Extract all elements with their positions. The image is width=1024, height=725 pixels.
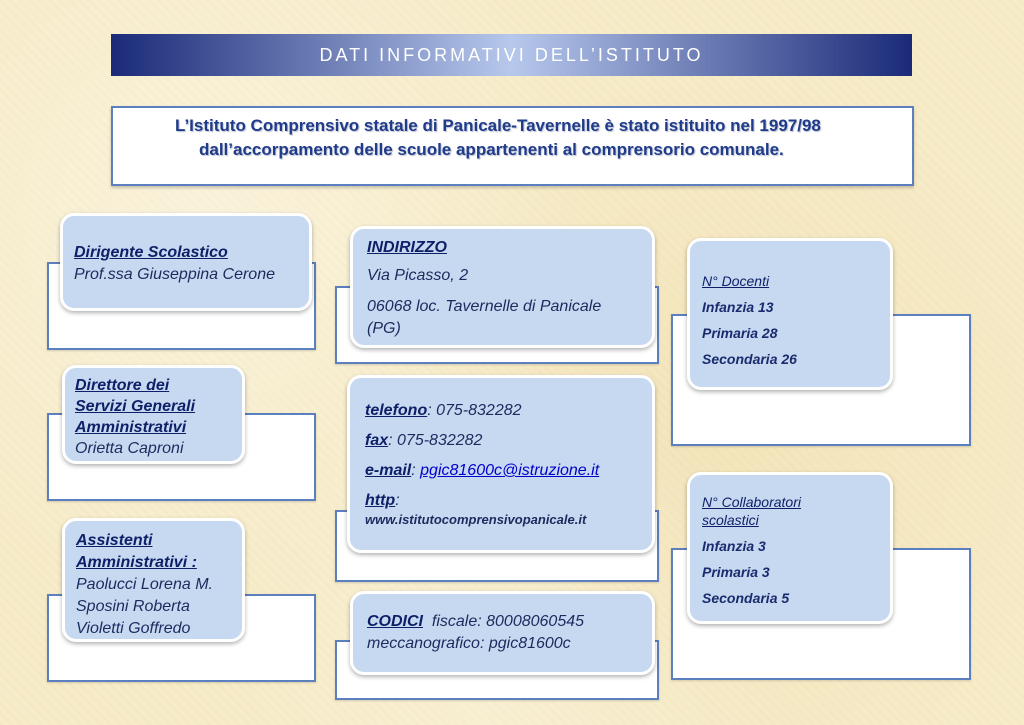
assistente-name: Sposini Roberta	[76, 598, 190, 615]
telefono-row	[365, 401, 652, 421]
collaboratori-infanzia: Infanzia 3	[702, 538, 766, 554]
dirigente-card	[60, 213, 312, 311]
telefono-value: : 075-832282	[427, 402, 522, 419]
intro-line-2: dall’accorpamento delle scuole appartenenti al comprensorio comunale.	[199, 140, 784, 159]
email-label: e-mail	[365, 462, 412, 479]
collaboratori-primaria: Primaria 3	[702, 564, 770, 580]
contatti-card	[347, 375, 655, 553]
http-sep: :	[395, 492, 400, 509]
intro-box	[111, 106, 914, 186]
codice-fiscale: fiscale: 80008060545	[431, 613, 585, 630]
indirizzo-card	[350, 226, 655, 348]
dsga-name: Orietta Caproni	[75, 440, 184, 457]
telefono-label: telefono	[365, 402, 428, 419]
fax-value: : 075-832282	[388, 432, 483, 449]
http-label: http	[365, 492, 396, 509]
codici-card	[350, 591, 655, 675]
collaboratori-card	[687, 472, 893, 624]
indirizzo-label: INDIRIZZO	[367, 239, 447, 256]
assistente-name: Violetti Goffredo	[76, 620, 191, 637]
email-sep: :	[411, 462, 421, 479]
collaboratori-label-line-2: scolastici	[702, 512, 759, 528]
website-link[interactable]: www.istitutocomprensivopanicale.it	[365, 512, 587, 527]
intro-line-1: L’Istituto Comprensivo statale di Panicale-Tavernelle è stato istituito nel 1997/98	[175, 116, 821, 135]
codici-fiscale-row	[367, 611, 652, 633]
indirizzo-city-line-2: (PG)	[367, 320, 401, 337]
dirigente-label: Dirigente Scolastico	[74, 244, 228, 261]
indirizzo-street: Via Picasso, 2	[367, 267, 469, 284]
dsga-card	[62, 365, 245, 464]
email-row	[365, 461, 652, 481]
assistenti-card	[62, 518, 245, 642]
http-row	[365, 491, 652, 511]
docenti-secondaria: Secondaria 26	[702, 351, 797, 367]
assistente-name: Paolucci Lorena M.	[76, 576, 213, 593]
docenti-primaria: Primaria 28	[702, 325, 778, 341]
fax-row	[365, 431, 652, 451]
assistenti-label-line-2: Amministrativi :	[76, 554, 197, 571]
email-link[interactable]: pgic81600c@istruzione.it	[420, 462, 600, 479]
dsga-label-line-3: Amministrativi	[75, 419, 187, 436]
page-title: DATI INFORMATIVI DELL’ISTITUTO	[111, 34, 912, 76]
collaboratori-label-line-1: N° Collaboratori	[702, 494, 801, 510]
assistenti-label-line-1: Assistenti	[76, 532, 153, 549]
collaboratori-secondaria: Secondaria 5	[702, 590, 790, 606]
docenti-infanzia: Infanzia 13	[702, 299, 774, 315]
dirigente-name: Prof.ssa Giuseppina Cerone	[74, 266, 275, 283]
docenti-card	[687, 238, 893, 390]
fax-label: fax	[365, 432, 389, 449]
codice-meccanografico: meccanografico: pgic81600c	[367, 635, 571, 652]
codici-label: CODICI	[367, 613, 423, 630]
dsga-label-line-2: Servizi Generali	[75, 398, 196, 415]
indirizzo-city-line-1: 06068 loc. Tavernelle di Panicale	[367, 298, 602, 315]
dsga-label-line-1: Direttore dei	[75, 377, 170, 394]
docenti-label: N° Docenti	[702, 273, 770, 289]
